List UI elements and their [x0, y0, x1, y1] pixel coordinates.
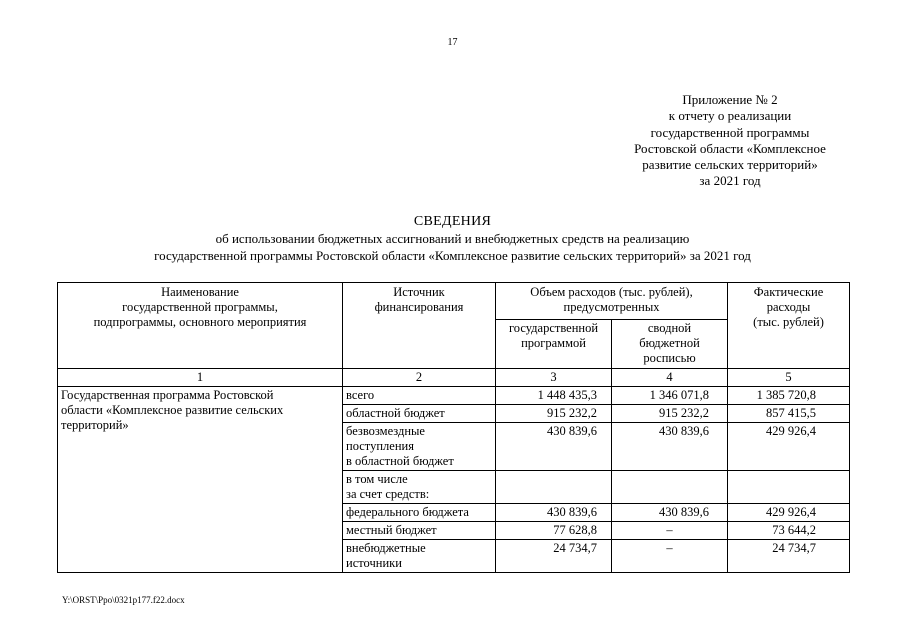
file-path-footer: Y:\ORST\Ppo\0321p177.f22.docx: [62, 595, 185, 605]
program-name-line: территорий»: [61, 418, 129, 432]
header-name: [58, 283, 343, 369]
program-value: [496, 471, 612, 504]
source-text: источники: [346, 556, 402, 570]
column-number: 5: [728, 369, 850, 387]
header-text: Объем расходов (тыс. рублей),: [530, 285, 693, 299]
appendix-line: государственной программы: [650, 124, 810, 140]
source-text: безвозмездные: [346, 424, 425, 438]
expenditure-table: [57, 282, 850, 573]
header-text: бюджетной: [639, 336, 700, 350]
budget-value: 430 839,6: [612, 504, 728, 522]
source-cell: [343, 504, 496, 522]
header-row: [58, 283, 850, 320]
budget-value: 1 346 071,8: [612, 387, 728, 405]
column-number: 1: [58, 369, 343, 387]
program-name-cell: [58, 387, 343, 573]
actual-value: 1 385 720,8: [728, 387, 850, 405]
program-value: 430 839,6: [496, 423, 612, 471]
source-cell: [343, 540, 496, 573]
source-text: внебюджетные: [346, 541, 426, 555]
source-text: федерального бюджета: [346, 505, 469, 519]
source-text: в областной бюджет: [346, 454, 454, 468]
source-text: в том числе: [346, 472, 408, 486]
actual-value: 73 644,2: [728, 522, 850, 540]
budget-value: –: [612, 540, 728, 573]
source-text: поступления: [346, 439, 414, 453]
header-text: финансирования: [374, 300, 464, 314]
column-number: 3: [496, 369, 612, 387]
subtitle-line: государственной программы Ростовской области «Комплексное развитие сельских территорий» за 2021 год: [154, 247, 751, 263]
source-text: всего: [346, 388, 375, 402]
appendix-note: [606, 92, 854, 190]
header-text: Фактические: [753, 285, 824, 299]
source-cell: [343, 387, 496, 405]
subtitle-line: об использовании бюджетных ассигнований и внебюджетных средств на реализацию: [215, 231, 690, 246]
header-source: [343, 283, 496, 369]
header-text: программой: [521, 336, 586, 350]
column-number: 2: [343, 369, 496, 387]
appendix-line: развитие сельских территорий»: [642, 157, 818, 173]
actual-value: [728, 471, 850, 504]
appendix-line: Ростовской области «Комплексное: [634, 140, 826, 156]
actual-value: 24 734,7: [728, 540, 850, 573]
document-title: СВЕДЕНИЯ: [413, 214, 492, 229]
actual-value: 429 926,4: [728, 504, 850, 522]
program-value: 24 734,7: [496, 540, 612, 573]
header-text: росписью: [643, 351, 696, 365]
source-text: областной бюджет: [346, 406, 445, 420]
header-volume-program: [496, 320, 612, 369]
program-name-line: области «Комплексное развитие сельских: [61, 403, 284, 417]
header-text: Наименование: [161, 285, 239, 299]
program-name-line: Государственная программа Ростовской: [61, 388, 274, 402]
header-text: предусмотренных: [563, 300, 660, 314]
budget-value: [612, 471, 728, 504]
column-number: 4: [612, 369, 728, 387]
source-text: за счет средств:: [346, 487, 430, 501]
actual-value: 857 415,5: [728, 405, 850, 423]
appendix-line: за 2021 год: [699, 173, 761, 189]
program-value: 430 839,6: [496, 504, 612, 522]
appendix-line: к отчету о реализации: [668, 108, 792, 124]
source-text: местный бюджет: [346, 523, 437, 537]
page-number: 17: [447, 37, 458, 48]
column-number-row: [58, 369, 850, 387]
header-text: подпрограммы, основного мероприятия: [93, 315, 307, 329]
header-text: государственной программы,: [122, 300, 278, 314]
table-row: [58, 387, 850, 405]
header-text: Источник: [393, 285, 445, 299]
header-text: сводной: [647, 321, 692, 335]
actual-value: 429 926,4: [728, 423, 850, 471]
header-volume: [496, 283, 728, 320]
source-cell: [343, 405, 496, 423]
budget-value: –: [612, 522, 728, 540]
header-text: (тыс. рублей): [753, 315, 824, 329]
document-subtitle: [0, 231, 905, 264]
budget-value: 430 839,6: [612, 423, 728, 471]
budget-value: 915 232,2: [612, 405, 728, 423]
program-value: 77 628,8: [496, 522, 612, 540]
program-value: 1 448 435,3: [496, 387, 612, 405]
source-cell: [343, 423, 496, 471]
header-text: государственной: [508, 321, 599, 335]
appendix-line: Приложение № 2: [682, 92, 778, 107]
source-cell: [343, 471, 496, 504]
header-text: расходы: [766, 300, 811, 314]
source-cell: [343, 522, 496, 540]
program-value: 915 232,2: [496, 405, 612, 423]
header-actual: [728, 283, 850, 369]
header-volume-budget: [612, 320, 728, 369]
